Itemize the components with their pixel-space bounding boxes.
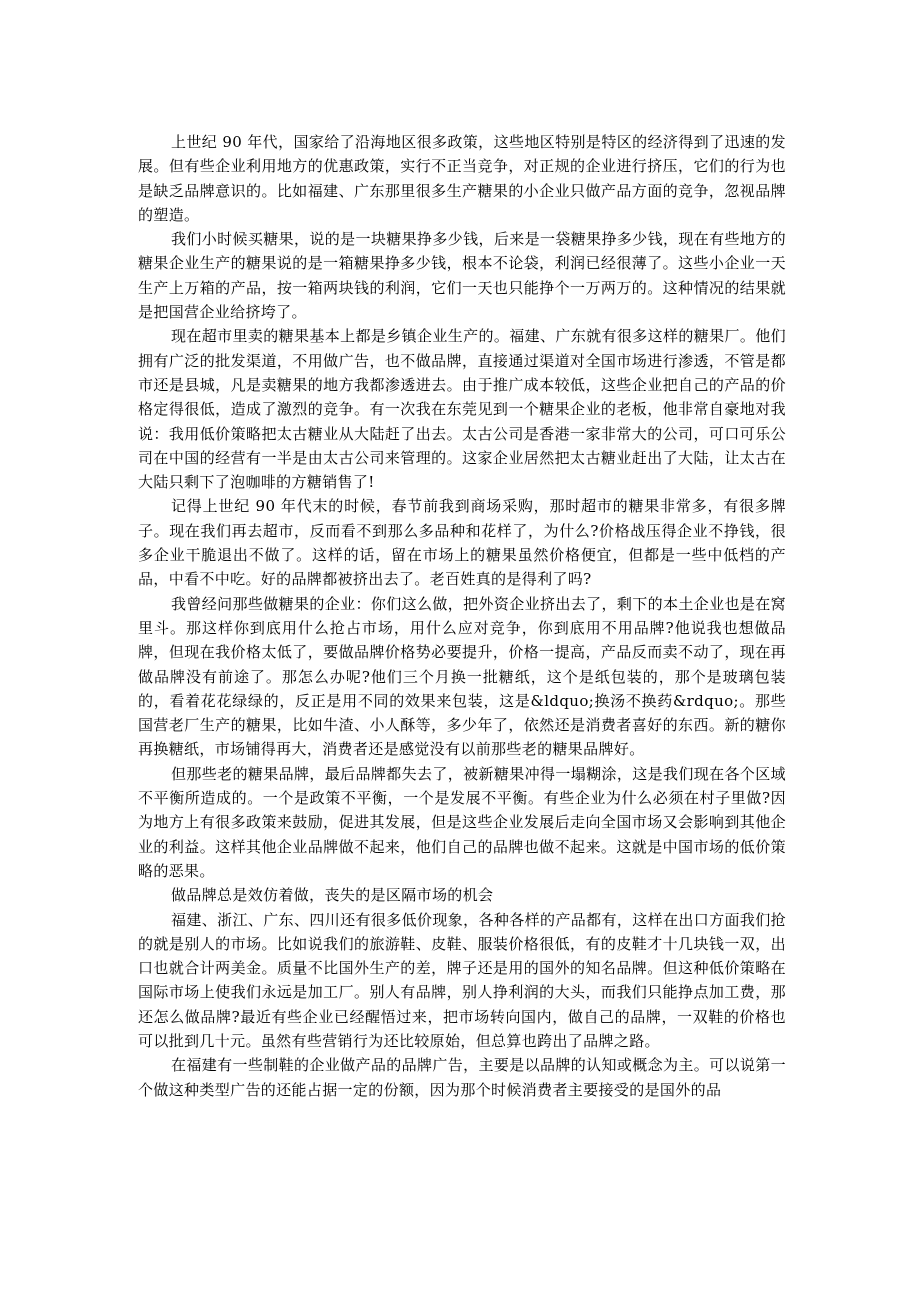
paragraph: 在福建有一些制鞋的企业做产品的品牌广告，主要是以品牌的认知或概念为主。可以说第一个做这种类型广告的还能占据一定的份额，因为那个时候消费者主要接受的是国外的品 [138,1056,786,1099]
paragraph: 福建、浙江、广东、四川还有很多低价现象，各种各样的产品都有，这样在出口方面我们抢的就是别人的市场。比如说我们的旅游鞋、皮鞋、服装价格很低，有的皮鞋才十几块钱一双，出口也就合计两美金。质量不比国外生产的差，牌子还是用的国外的知名品牌。但这种低价策略在国际市场上使我们永远是加工厂。别人有品牌，别人挣利润的大头，而我们只能挣点加工费，那还怎么做品牌?最近有些企业已经醒悟过来，把市场转向国内，做自己的品牌，一双鞋的价格也可以批到几十元。虽然有些营销行为还比较原始，但总算也跨出了品牌之路。 [138,910,786,1050]
paragraph: 记得上世纪 90 年代末的时候，春节前我到商场采购，那时超市的糖果非常多，有很多牌子。现在我们再去超市，反而看不到那么多品种和花样了，为什么?价格战压得企业不挣钱，很多企业干脆退出不做了。这样的话，留在市场上的糖果虽然价格便宜，但都是一些中低档的产品，中看不中吃。好的品牌都被挤出去了。老百姓真的是得利了吗? [138,497,786,589]
document-page [138,130,786,1102]
paragraph: 上世纪 90 年代，国家给了沿海地区很多政策，这些地区特别是特区的经济得到了迅速的发展。但有些企业利用地方的优惠政策，实行不正当竞争，对正规的企业进行挤压，它们的行为也是缺乏品牌意识的。比如福建、广东那里很多生产糖果的小企业只做产品方面的竞争，忽视品牌的塑造。 [138,133,786,224]
paragraph: 但那些老的糖果品牌，最后品牌都失去了，被新糖果冲得一塌糊涂，这是我们现在各个区域不平衡所造成的。一个是政策不平衡，一个是发展不平衡。有些企业为什么必须在村子里做?因为地方上有很多政策来鼓励，促进其发展，但是这些企业发展后走向全国市场又会影响到其他企业的利益。这样其他企业品牌做不起来，他们自己的品牌也做不起来。这就是中国市场的低价策略的恶果。 [138,764,786,880]
section-heading: 做品牌总是效仿着做，丧失的是区隔市场的机会 [171,886,494,905]
paragraph: 我们小时候买糖果，说的是一块糖果挣多少钱，后来是一袋糖果挣多少钱，现在有些地方的糖果企业生产的糖果说的是一箱糖果挣多少钱，根本不论袋，利润已经很薄了。这些小企业一天生产上万箱的产品，按一箱两块钱的利润，它们一天也只能挣个一万两万的。这种情况的结果就是把国营企业给挤垮了。 [138,230,786,322]
paragraph: 现在超市里卖的糖果基本上都是乡镇企业生产的。福建、广东就有很多这样的糖果厂。他们拥有广泛的批发渠道，不用做广告，也不做品牌，直接通过渠道对全国市场进行渗透，不管是都市还是县城，凡是卖糖果的地方我都渗透进去。由于推广成本较低，这些企业把自己的产品的价格定得很低，造成了激烈的竞争。有一次我在东莞见到一个糖果企业的老板，他非常自豪地对我说：我用低价策略把太古糖业从大陆赶了出去。太古公司是香港一家非常大的公司，可口可乐公司在中国的经营有一半是由太古公司来管理的。这家企业居然把太古糖业赶出了大陆，让太古在大陆只剩下了泡咖啡的方糖销售了! [138,327,786,492]
paragraph: 我曾经问那些做糖果的企业：你们这么做，把外资企业挤出去了，剩下的本土企业也是在窝里斗。那这样你到底用什么抢占市场，用什么应对竞争，你到底用不用品牌?他说我也想做品牌，但现在我价格太低了，要做品牌价格势必要提升，价格一提高，产品反而卖不动了，现在再做品牌没有前途了。那怎么办呢?他们三个月换一批糖纸，这个是纸包装的，那个是玻璃包装的，看着花花绿绿的，反正是用不同的效果来包装，这是&ldquo;换汤不换药&rdquo;。那些国营老厂生产的糖果，比如牛渣、小人酥等，多少年了，依然还是消费者喜好的东西。新的糖你再换糖纸，市场铺得再大，消费者还是感觉没有以前那些老的糖果品牌好。 [138,594,786,759]
